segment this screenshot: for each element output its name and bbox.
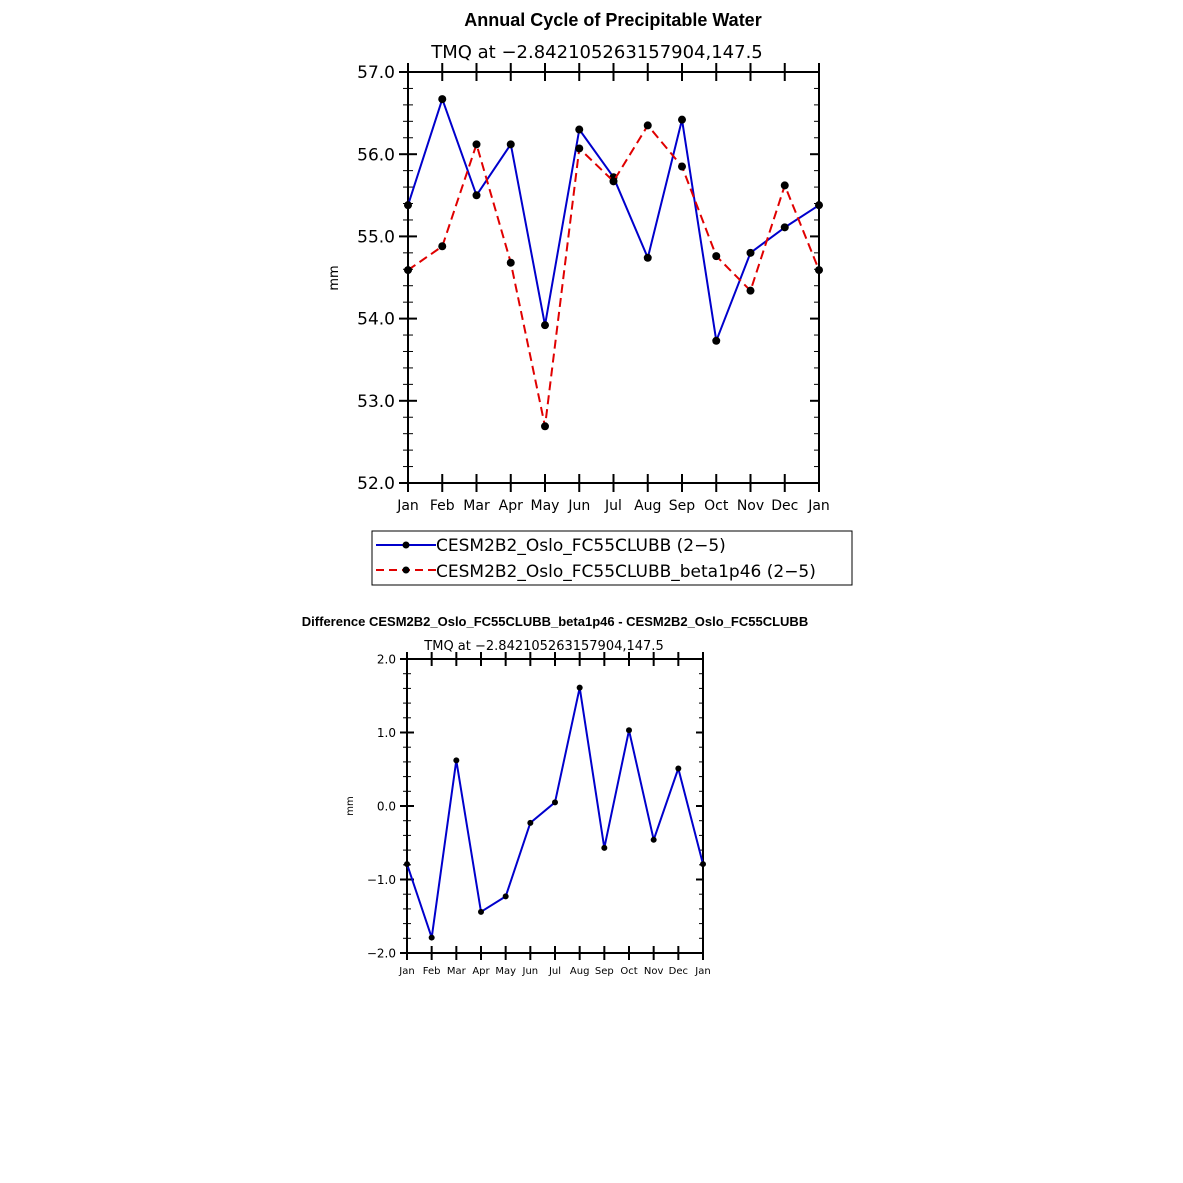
chart1-series-2-point [575,144,583,152]
chart2-ytick-label: 0.0 [376,799,396,814]
chart1-series-1-point [815,201,823,209]
chart2-ytick-label: −2.0 [366,946,396,961]
chart1-series-1-point [781,223,789,231]
chart2-xtick-label: Jan [695,966,711,977]
chart1-series-2-point [747,287,755,295]
chart1-xtick-label: Jan [397,498,419,514]
chart2-series-1-point [651,837,657,843]
chart2-series-1-point [503,893,509,899]
chart1-xtick-label: May [530,498,560,514]
legend-marker-series-1 [403,542,410,549]
chart1-xtick-label: Dec [771,498,799,514]
chart1-frame [408,72,819,483]
chart2-xtick-label: Feb [422,966,441,977]
chart2-series-1-point [577,685,583,691]
chart2-ytick-label: 2.0 [376,652,396,667]
chart1-series-2-line [408,125,819,426]
legend-label-series-1: CESM2B2_Oslo_FC55CLUBB (2−5) [436,536,726,556]
chart2-series-1-point [626,727,632,733]
chart2-series-1-point [675,766,681,772]
chart1-xtick-label: Jan [808,498,830,514]
chart1-series-2-point [541,422,549,430]
chart1-series-2-point [781,181,789,189]
chart1-series-1-point [575,126,583,134]
chart1-xtick-label: Sep [668,498,696,514]
chart2-xtick-label: Oct [620,966,638,977]
chart2-xtick-label: Aug [569,966,590,977]
chart1-series-1-point [747,249,755,257]
chart1-ytick-label: 54.0 [357,309,395,330]
chart1-series-1-point [473,191,481,199]
chart2-xtick-label: May [495,966,517,977]
chart1-subtitle: TMQ at −2.842105263157904,147.5 [431,42,763,63]
chart2-xtick-label: Sep [594,966,614,977]
chart1-series-1-point [712,337,720,345]
chart2-xtick-label: Jan [399,966,415,977]
chart1-ytick-label: 57.0 [357,63,395,84]
chart1-series-2-point [712,252,720,260]
chart1-series-2-point [473,140,481,148]
chart1-title: Annual Cycle of Precipitable Water [464,10,762,30]
chart1-ytick-label: 56.0 [357,145,395,166]
chart2-xtick-label: Mar [446,966,466,977]
chart1-series-1-point [541,321,549,329]
chart1-ylabel: mm [327,265,342,291]
chart1-xtick-label: Feb [429,498,455,514]
chart1-series-1-point [678,116,686,124]
chart2-series-1-point [478,909,484,915]
chart2-series-1-point [700,861,706,867]
chart2-series-1-point [453,757,459,763]
chart1-series-2-point [678,163,686,171]
chart1-series-2-point [507,259,515,267]
chart1-series-2-point [815,266,823,274]
chart2-ylabel: mm [345,796,356,816]
legend-marker-series-2 [403,567,410,574]
chart2-series-1-line [407,688,703,938]
chart2-ytick-label: −1.0 [366,872,396,887]
chart1-series-2-point [610,177,618,185]
legend-label-series-2: CESM2B2_Oslo_FC55CLUBB_beta1p46 (2−5) [436,562,816,582]
chart1-series-2-point [438,242,446,250]
chart1-xtick-label: Aug [634,498,662,514]
chart2-series-1-point [429,935,435,941]
chart2-series-1-point [527,820,533,826]
chart2-title: Difference CESM2B2_Oslo_FC55CLUBB_beta1p46 - CESM2B2_Oslo_FC55CLUBB [301,614,809,629]
chart2-series-1-point [404,861,410,867]
chart1-xtick-label: Mar [463,498,490,514]
chart1-xtick-label: Jul [605,498,622,514]
chart2-series-1-point [552,799,558,805]
chart1-series-2-point [644,121,652,129]
chart1-series-2-point [404,266,412,274]
chart1-xtick-label: Nov [736,498,765,514]
chart1-xtick-label: Jun [568,498,591,514]
chart1-series-1-point [507,140,515,148]
chart2-plot [367,652,711,977]
chart1-xtick-label: Apr [498,498,523,514]
chart1-series-1-point [438,95,446,103]
chart1-series-1-point [644,254,652,262]
chart2-ytick-label: 1.0 [376,725,396,740]
chart1-series-1-point [404,201,412,209]
chart1-plot [357,63,830,514]
chart2-xtick-label: Jul [548,966,562,977]
chart2-xtick-label: Nov [643,966,664,977]
chart2-xtick-label: Dec [668,966,689,977]
chart2-frame [407,659,703,953]
chart2-xtick-label: Jun [522,966,539,977]
chart2-subtitle: TMQ at −2.842105263157904,147.5 [424,639,664,654]
chart2-xtick-label: Apr [472,966,490,977]
chart1-ytick-label: 55.0 [357,227,395,248]
chart1-legend [372,531,852,585]
chart2-series-1-point [601,845,607,851]
chart1-xtick-label: Oct [704,498,729,514]
chart1-ytick-label: 52.0 [357,474,395,495]
chart1-series-1-line [408,99,819,341]
chart1-ytick-label: 53.0 [357,391,395,412]
